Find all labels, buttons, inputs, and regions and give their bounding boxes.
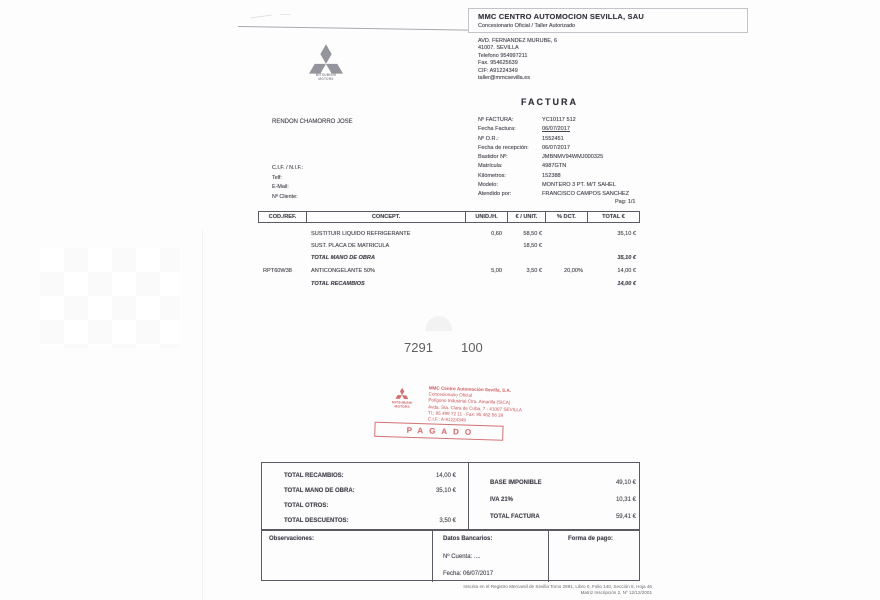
stamp-logo-text1: MITSUBISHI: [391, 400, 413, 405]
field-label: Fecha Factura:: [478, 126, 516, 133]
col-header-dct: % DCT.: [545, 211, 587, 223]
dealer-fax: Fax. 954625639: [478, 60, 518, 67]
letterhead-rule-left: [238, 26, 468, 31]
base-imponible-value: 49,10 €: [615, 480, 636, 486]
field-label: Nº FACTURA:: [478, 117, 514, 123]
invoice-date: 06/07/2017: [542, 126, 570, 133]
invoice-fields: [478, 117, 629, 201]
total-parts-label: TOTAL RECAMBIOS:: [284, 473, 344, 479]
document-title: FACTURA: [521, 97, 578, 107]
footer-box: [261, 530, 640, 581]
cell-units: 5,00: [491, 268, 502, 275]
order-number: 1552451: [542, 135, 564, 142]
items-table: [258, 211, 640, 298]
scan-pen-artifact: [280, 14, 290, 15]
stamp-logo-label: [384, 401, 420, 409]
total-labor-value: 35,10 €: [435, 488, 456, 494]
field-label: Bastidor Nº:: [478, 154, 508, 161]
total-discounts-label: TOTAL DESCUENTOS:: [284, 518, 349, 524]
kilometers: 152388: [542, 172, 561, 179]
mitsubishi-logo: [300, 44, 352, 84]
legal-line-1: Inscrita en el Registro Mercantil de Sevilla Tomo 2891, Libro 0, Folio 140, Sección 8, Hoja 46: [463, 584, 652, 589]
dealer-address1: AVD. FERNANDEZ MURUBE, 6: [478, 38, 558, 44]
field-label: Fecha de recepción:: [478, 144, 529, 151]
total-discounts-value: 3,50 €: [439, 518, 456, 524]
bank-data-label: Datos Bancarios:: [443, 536, 493, 542]
paid-stamp: [371, 381, 523, 444]
totals-divider: [468, 463, 469, 531]
dealer-email: taller@mmcsevilla.es: [478, 75, 531, 82]
total-others-label: TOTAL OTROS:: [284, 503, 329, 509]
field-label: Kilómetros:: [478, 172, 506, 179]
vehicle-model: MONTERO 3 PT. M/T SAHEL: [542, 182, 616, 189]
total-parts-value: 14,00 €: [435, 473, 456, 479]
cell-cod: RPT60W38: [263, 268, 292, 275]
date-label: Fecha: 06/07/2017: [443, 571, 494, 577]
col-header-units: UNID./H.: [465, 211, 507, 223]
cell-total: 14,00 €: [617, 268, 636, 275]
invoice-number: YC10117 512: [542, 117, 576, 123]
customer-field-cif: C.I.F. / N.I.F.:: [272, 165, 304, 171]
table-row: [258, 228, 640, 240]
items-table-header: [258, 211, 640, 223]
table-row-subtotal-parts: [258, 278, 640, 290]
field-label: Modelo:: [478, 182, 498, 189]
logo-text-mitsubishi: MITSUBISHI: [315, 73, 337, 77]
table-row: [258, 240, 640, 252]
stamp-mitsubishi-diamonds-icon: [395, 387, 408, 399]
cell-concept: TOTAL RECAMBIOS: [311, 281, 365, 288]
vin-number: JMBNMV94WMJ000325: [542, 154, 604, 161]
cell-total: 35,10 €: [617, 231, 636, 238]
total-labor-label: TOTAL MANO DE OBRA:: [284, 488, 355, 494]
overlay-number-right: 100: [461, 340, 483, 355]
field-label: Atendido por:: [478, 191, 512, 198]
page-indicator: Pag: 1/1: [615, 199, 636, 205]
dealer-name: MMC CENTRO AUTOMOCION SEVILLA, SAU: [478, 12, 644, 21]
stamp-line: Avda. Sta. Clara de Cuba, 7 - 41007 SEVILLA: [428, 404, 523, 412]
legal-line-2: Matriz Inscripción 2, Nº 12/12/2001: [580, 589, 652, 595]
base-imponible-label: BASE IMPONIBLE: [490, 480, 542, 486]
reception-date: 06/07/2017: [542, 144, 570, 151]
cell-concept: TOTAL MANO DE OBRA: [311, 255, 376, 262]
plate-number: 4987GTN: [542, 163, 567, 170]
table-row: [258, 265, 640, 277]
pagado-stamp-label: PAGADO: [374, 422, 503, 441]
items-table-body: [258, 223, 640, 298]
table-row-subtotal-labor: [258, 252, 640, 264]
col-header-total: TOTAL €: [587, 211, 640, 223]
cell-units: 0,60: [491, 231, 502, 238]
iva-value: 10,31 €: [615, 497, 636, 503]
attended-by: FRANCISCO CAMPOS SANCHEZ: [542, 191, 630, 198]
customer-fields: [272, 164, 303, 203]
stamp-text-block: [428, 385, 523, 425]
legal-fine-print: [400, 584, 652, 595]
footer-divider-1: [432, 531, 433, 582]
col-header-concept: CONCEPT.: [306, 211, 465, 223]
cell-concept: SUST. PLACA DE MATRICULA: [311, 243, 390, 250]
totals-box: [261, 462, 640, 530]
scan-fold-line: [202, 230, 203, 600]
cell-concept: SUSTITUIR LIQUIDO REFRIGERANTE: [311, 231, 411, 238]
cell-concept: ANTICONGELANTE 50%: [311, 268, 376, 275]
iva-label: IVA 21%: [490, 497, 514, 503]
dealer-cif: CIF: A91224349: [478, 67, 518, 74]
stamp-line: Concesionario Oficial: [428, 391, 473, 398]
cell-unit-price: 58,50 €: [523, 231, 542, 238]
payment-method-label: Forma de pago:: [568, 536, 614, 542]
cell-unit-price: 3,50 €: [526, 268, 542, 275]
total-factura-value: 59,41 €: [615, 514, 636, 520]
overlay-number-left: 7291: [404, 340, 433, 355]
customer-name: RENDON CHAMORRO JOSE: [272, 119, 353, 125]
cell-dct: 20,00%: [564, 268, 583, 275]
cell-total: 14,00 €: [617, 281, 636, 288]
dealer-address2: 41007. SEVILLA: [478, 45, 519, 52]
col-header-cod: COD./REF.: [258, 211, 306, 223]
stamp-line: MMC Centro Automoción Sevilla, S.A.: [428, 385, 512, 393]
cell-unit-price: 18,50 €: [523, 243, 542, 250]
customer-field-telf: Telf:: [272, 174, 282, 181]
faint-arch-artifact: [426, 316, 452, 331]
footer-divider-2: [548, 531, 549, 582]
col-header-unit: € / UNIT.: [507, 211, 545, 223]
scan-watermark-artifact: [40, 248, 180, 348]
field-label: Nº O.R.:: [478, 135, 499, 142]
stamp-logo-text2: MOTORS: [394, 403, 410, 409]
total-factura-label: TOTAL FACTURA: [490, 514, 540, 520]
customer-field-email: E-Mail:: [272, 184, 289, 191]
mitsubishi-diamonds-icon: [309, 44, 343, 74]
dealer-phone: Telefono 954997211: [478, 52, 528, 59]
stamp-line: Tl.: 95 499 72 11 - Fax: 95 462 56 39: [427, 410, 504, 418]
customer-field-ncliente: Nº Cliente:: [272, 194, 298, 201]
cell-total: 35,10 €: [617, 255, 636, 262]
dealer-header: [478, 12, 644, 82]
scan-pen-artifact: [250, 14, 272, 18]
stamp-line: C.I.F.: A-91224349: [427, 416, 466, 423]
stamp-line: Polígono Industrial Ctra. Amarilla (SICA): [428, 397, 511, 406]
observations-label: Observaciones:: [269, 536, 315, 542]
dealer-subtitle: Concesionario Oficial / Taller Autorizado: [478, 23, 576, 29]
field-label: Matrícula:: [478, 163, 503, 170]
logo-text-motors: MOTORS: [318, 76, 334, 81]
account-number-label: Nº Cuenta: ....: [443, 554, 481, 560]
